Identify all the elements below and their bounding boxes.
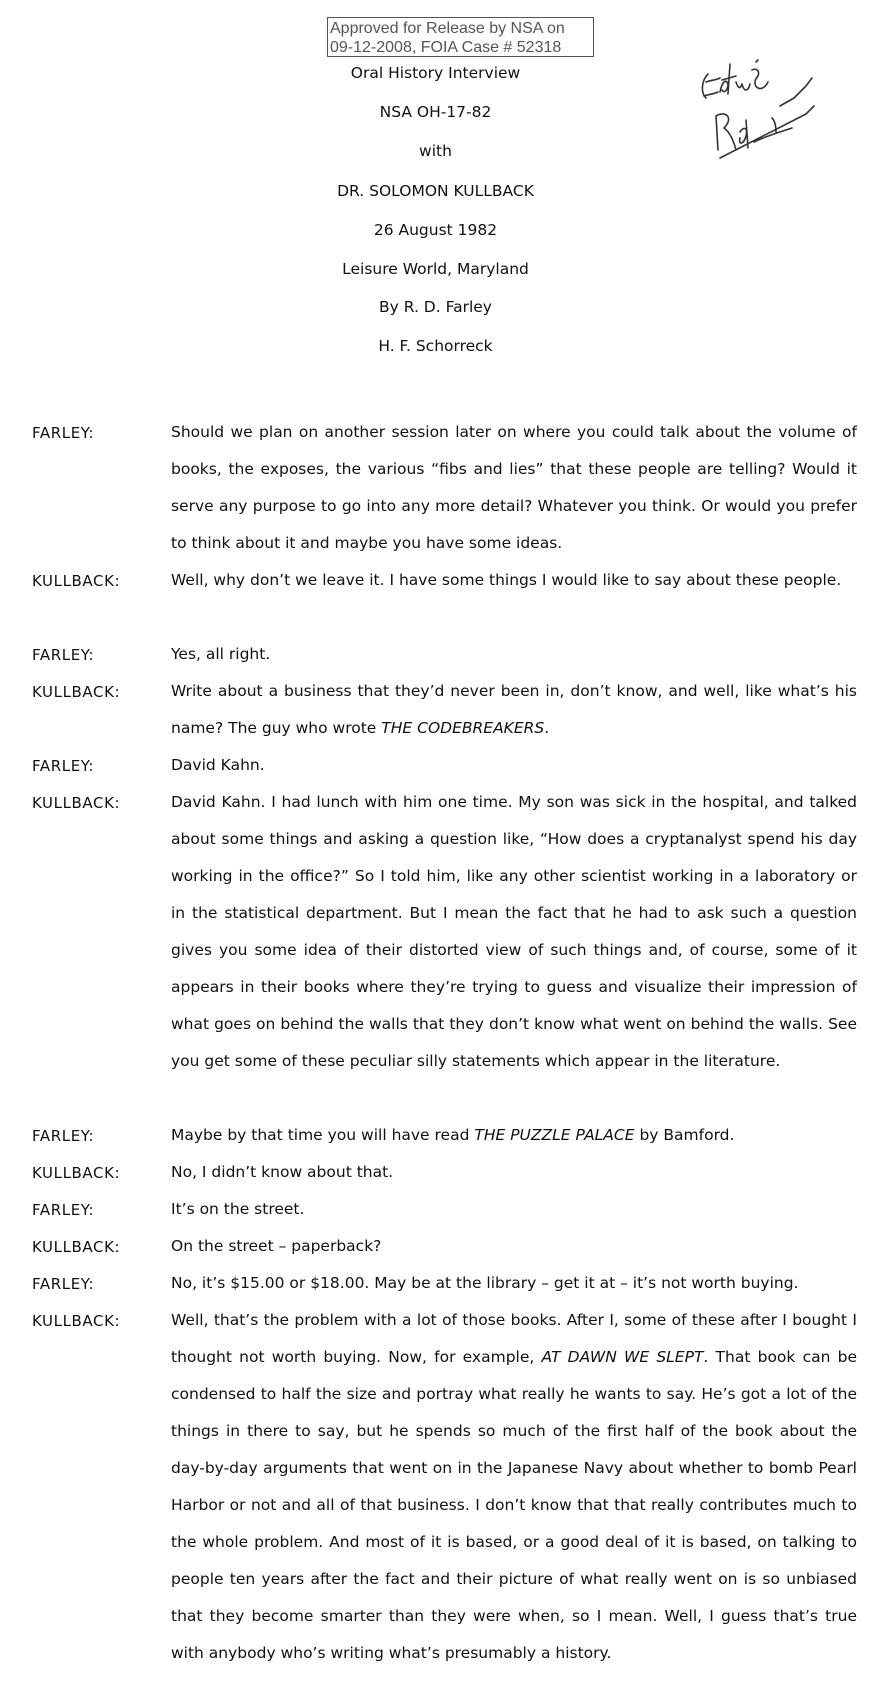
release-stamp [327, 17, 594, 57]
interviewee-name: DR. SOLOMON KULLBACK [337, 182, 534, 200]
interview-with: with [419, 142, 452, 160]
speaker-label: KULLBACK: [32, 1312, 121, 1330]
speech-text [171, 1302, 857, 1672]
speaker-label: FARLEY: [32, 1201, 95, 1219]
interview-location: Leisure World, Maryland [342, 260, 529, 278]
speech-text [171, 1228, 857, 1265]
interview-number: NSA OH-17-82 [379, 103, 492, 121]
speech-text [171, 1117, 857, 1154]
speech-segment: Maybe by that time you will have read [171, 1126, 475, 1144]
interview-title: Oral History Interview [350, 64, 521, 82]
speaker-label: KULLBACK: [32, 1238, 121, 1256]
book-title: AT DAWN WE SLEPT [541, 1348, 704, 1366]
speech-segment: Yes, all right. [171, 645, 271, 663]
speech-segment: No, I didn’t know about that. [171, 1163, 394, 1181]
book-title: THE CODEBREAKERS [381, 719, 545, 737]
speech-segment: Should we plan on another session later on where you could talk about the volume of books, the exposes, the various “fibs and lies” that these people are telling? Would it serve any purpose to go into any more detail? Whatever you think. Or would you prefer to think about it and maybe you have some ideas. [171, 423, 857, 552]
speech-text [171, 562, 857, 599]
speech-segment: David Kahn. [171, 756, 265, 774]
speech-text [171, 1191, 857, 1228]
speech-segment: Well, that’s the problem with a lot of those books. After I, some of these after I bought I thought not worth buying. Now, for example, [171, 1311, 857, 1366]
speaker-label: KULLBACK: [32, 572, 121, 590]
speech-segment: Well, why don’t we leave it. I have some things I would like to say about these people. [171, 571, 842, 589]
speaker-label: FARLEY: [32, 757, 95, 775]
speech-segment: No, it’s $15.00 or $18.00. May be at the library – get it at – it’s not worth buying. [171, 1274, 799, 1292]
speech-text [171, 636, 857, 673]
co-interviewer: H. F. Schorreck [378, 337, 493, 355]
speech-segment: . [544, 719, 550, 737]
release-stamp-line-2: 09-12-2008, FOIA Case # 52318 [330, 39, 562, 56]
speaker-label: KULLBACK: [32, 683, 121, 701]
speech-segment: David Kahn. I had lunch with him one time. My son was sick in the hospital, and talked about some things and asking a question like, “How does a cryptanalyst spend his day working in the office?” So I told him, like any other scientist working in a laboratory or in the statistical department. But I mean the fact that he had to ask such a question gives you some idea of their distorted view of such things and, of course, some of it appears in their books where they’re trying to guess and visualize their impression of what goes on behind the walls that they don’t know what went on behind the walls. See you get some of these peculiar silly statements which appear in the literature. [171, 793, 857, 1070]
speech-text [171, 784, 857, 1080]
book-title: THE PUZZLE PALACE [474, 1126, 635, 1144]
speech-segment: It’s on the street. [171, 1200, 305, 1218]
speech-segment: On the street – paperback? [171, 1237, 382, 1255]
speech-text [171, 673, 857, 747]
speech-text [171, 1154, 857, 1191]
interviewer: By R. D. Farley [379, 298, 492, 316]
interview-date: 26 August 1982 [373, 221, 498, 239]
speech-segment: by Bamford. [634, 1126, 735, 1144]
speech-segment: Write about a business that they’d never been in, don’t know, and well, like what’s his name? The guy who wrote [171, 682, 857, 737]
speaker-label: FARLEY: [32, 646, 95, 664]
speech-text [171, 414, 857, 562]
speaker-label: KULLBACK: [32, 794, 121, 812]
speaker-label: FARLEY: [32, 1127, 95, 1145]
speech-text [171, 1265, 857, 1302]
speech-text [171, 747, 857, 784]
speaker-label: FARLEY: [32, 424, 95, 442]
release-stamp-line-1: Approved for Release by NSA on [330, 20, 565, 37]
speaker-label: FARLEY: [32, 1275, 95, 1293]
speaker-label: KULLBACK: [32, 1164, 121, 1182]
speech-segment: . That book can be condensed to half the size and portray what really he wants to say. He’s got a lot of the things in there to say, but he spends so much of the first half of the book about the day-by-day arguments that went on in the Japanese Navy about whether to bomb Pearl Harbor or not and all of that business. I don’t know that that really contributes much to the whole problem. And most of it is based, or a good deal of it is based, on talking to people ten years after the fact and their picture of what really went on is so unbiased that they become smarter than they were when, so I mean. Well, I guess that’s true with anybody who’s writing what’s presumably a history. [171, 1348, 857, 1662]
